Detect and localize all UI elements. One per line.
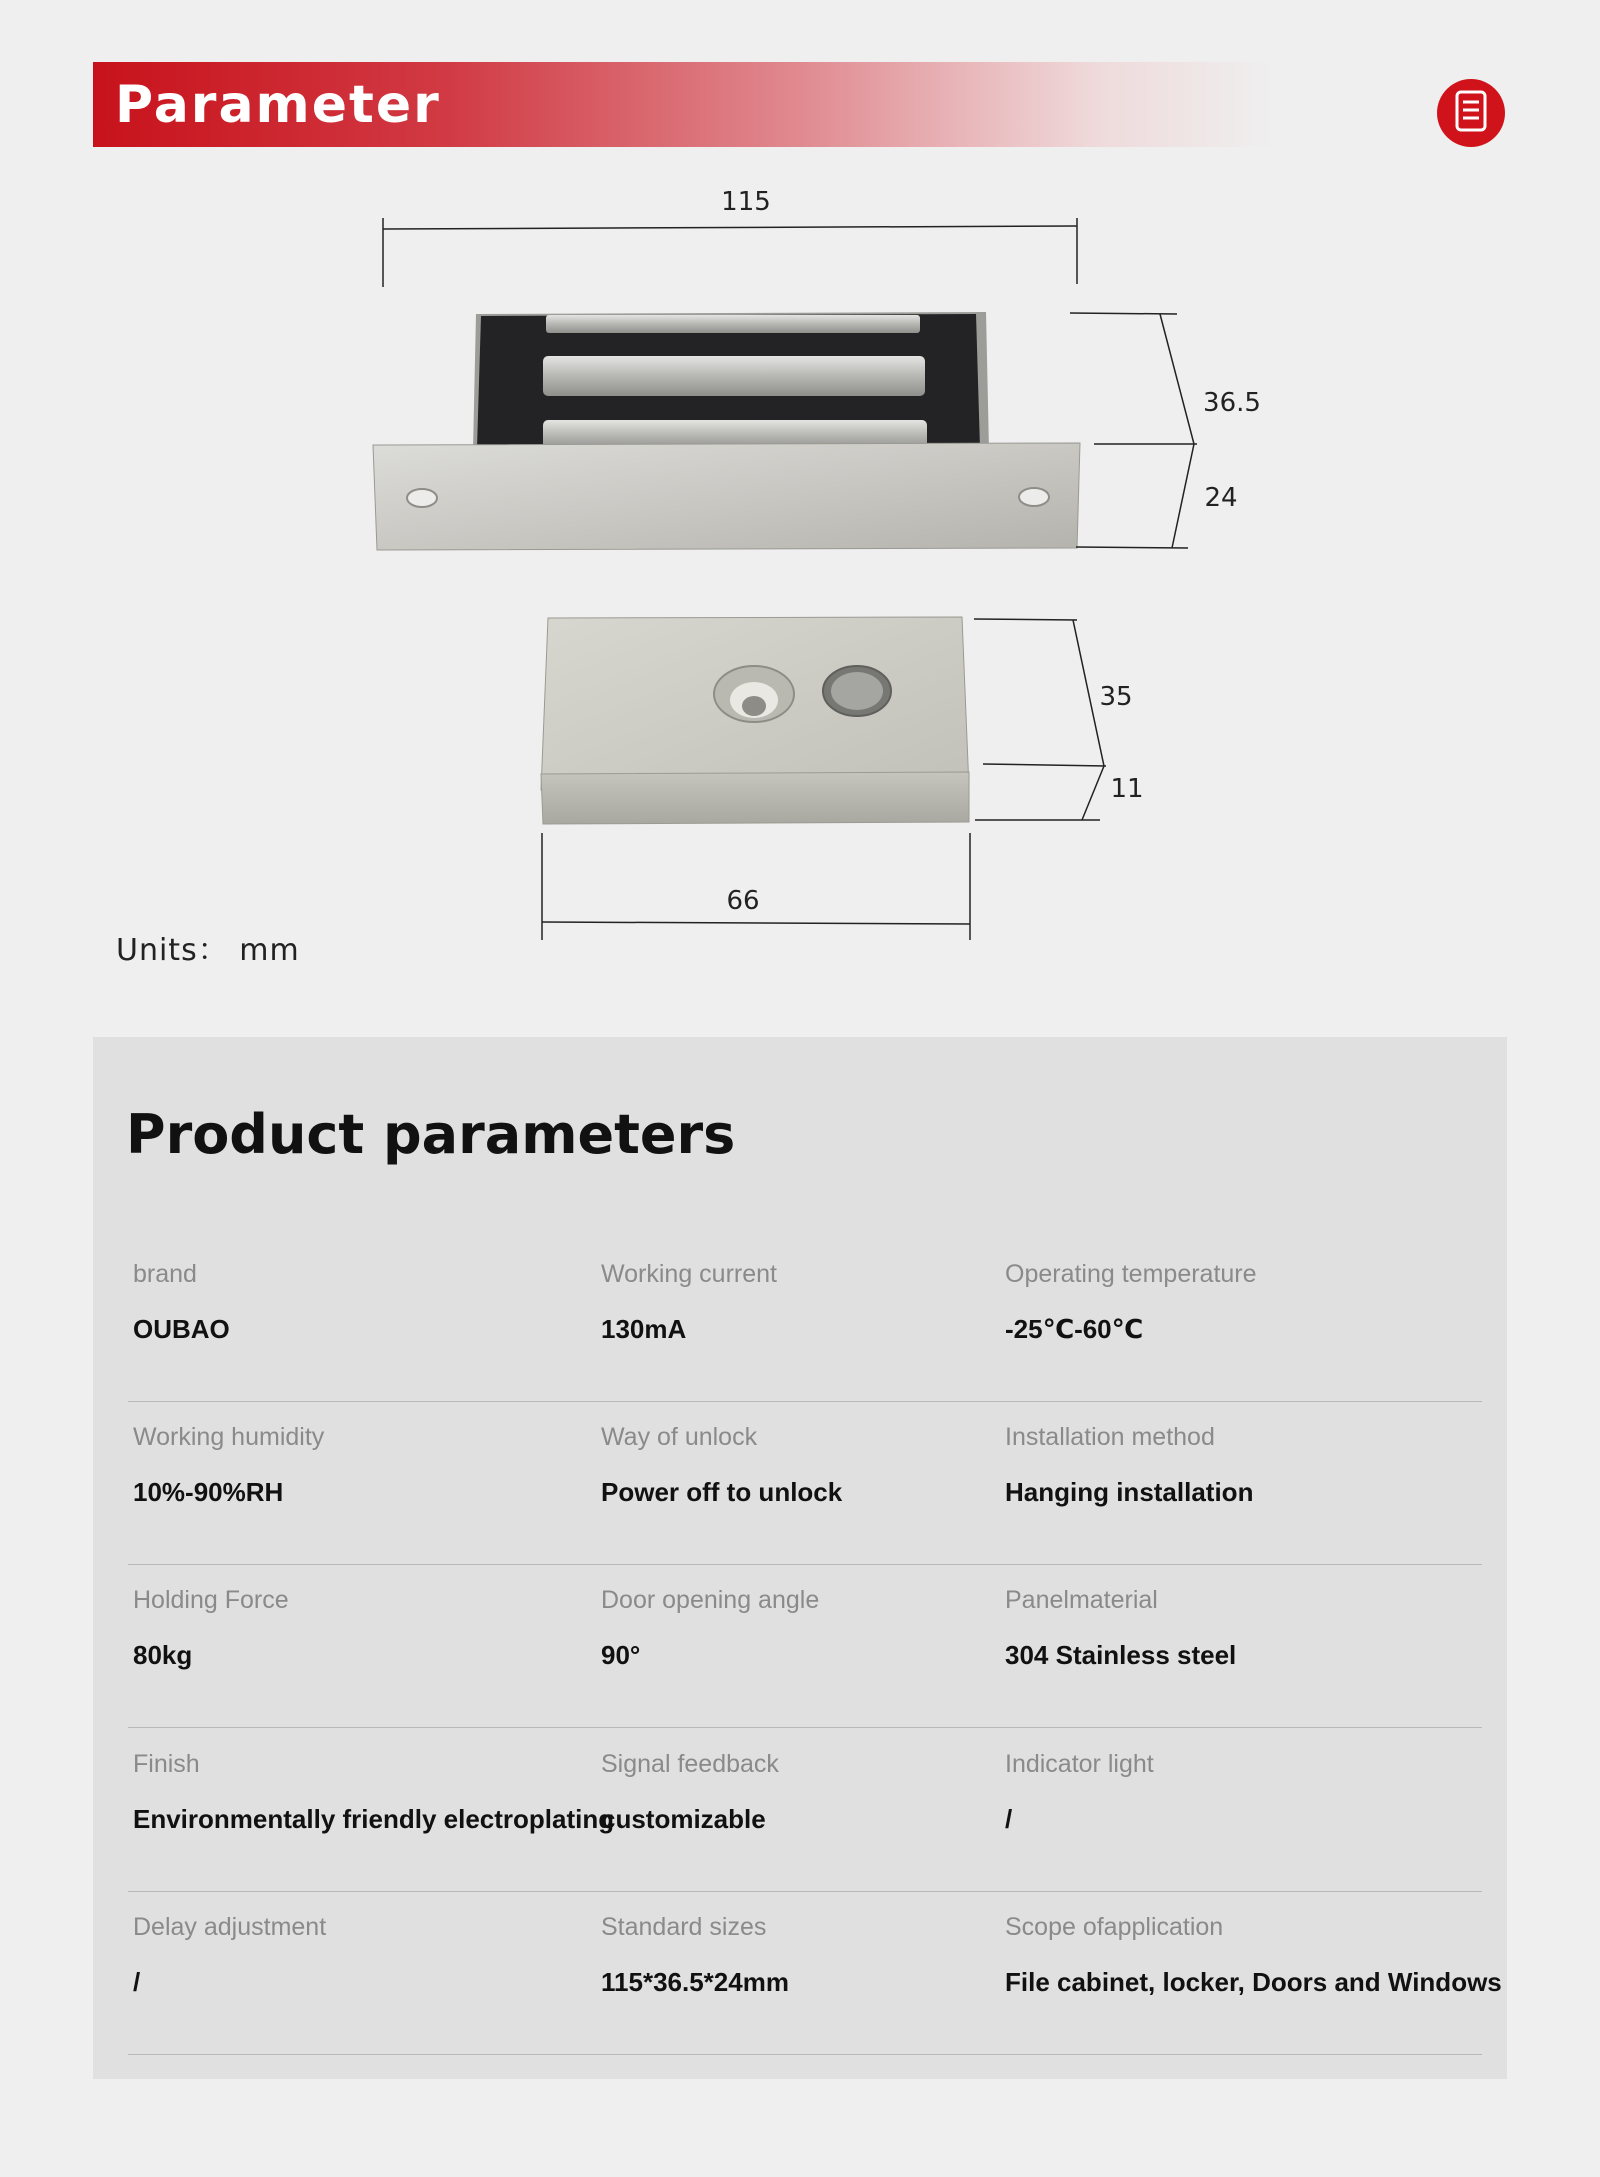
dim-label-115: 115 xyxy=(721,187,771,217)
parameter-value: Hanging installation xyxy=(1005,1477,1254,1507)
parameter-value: / xyxy=(1005,1804,1013,1834)
dim-label-66: 66 xyxy=(726,886,760,916)
parameter-label: Working humidity xyxy=(133,1423,325,1451)
parameter-label: Indicator light xyxy=(1005,1750,1154,1778)
dim-label-35: 35 xyxy=(1099,682,1133,712)
parameter-value: Environmentally friendly electroplating xyxy=(133,1804,615,1834)
parameter-value: 90° xyxy=(601,1640,641,1670)
armature-plate xyxy=(541,617,969,824)
parameter-row xyxy=(128,1401,1482,1565)
parameter-label: Way of unlock xyxy=(601,1423,758,1451)
parameter-row xyxy=(128,1728,1482,1892)
product-parameters-card xyxy=(93,1037,1507,2079)
dim-label-24: 24 xyxy=(1204,483,1238,513)
plate-thickness-dimension xyxy=(974,619,1106,820)
parameter-value: 130mA xyxy=(601,1314,687,1344)
parameter-value: 80kg xyxy=(133,1640,193,1670)
parameter-value: Power off to unlock xyxy=(601,1477,843,1507)
parameter-value: 10%-90%RH xyxy=(133,1477,284,1507)
parameter-label: Operating temperature xyxy=(1005,1260,1257,1288)
magnetic-lock-body xyxy=(373,312,1080,550)
parameter-value: / xyxy=(133,1967,141,1997)
dimension-diagram xyxy=(0,0,1600,1000)
parameter-value: File cabinet, locker, Doors and Windows xyxy=(1005,1967,1502,1997)
parameter-value: -25℃-60℃ xyxy=(1005,1314,1144,1344)
parameter-row xyxy=(128,1891,1502,2055)
dim-label-36-5: 36.5 xyxy=(1203,388,1261,418)
parameter-label: Finish xyxy=(133,1750,200,1778)
parameter-value: customizable xyxy=(601,1804,766,1834)
units-note: Units： mm xyxy=(116,933,300,968)
product-parameters-title: Product parameters xyxy=(126,1103,736,1166)
parameter-label: Signal feedback xyxy=(601,1750,779,1778)
parameter-label: Holding Force xyxy=(133,1586,289,1614)
parameter-label: Standard sizes xyxy=(601,1913,767,1941)
parameter-row xyxy=(128,1564,1482,1728)
dim-label-11: 11 xyxy=(1110,774,1144,804)
parameter-label: Installation method xyxy=(1005,1423,1215,1451)
parameter-label: Working current xyxy=(601,1260,777,1288)
parameter-label: Door opening angle xyxy=(601,1586,820,1614)
parameter-label: Scope ofapplication xyxy=(1005,1913,1224,1941)
magnet-length-dimension xyxy=(383,218,1077,287)
section-title: Parameter xyxy=(115,75,441,135)
parameter-value: OUBAO xyxy=(133,1314,230,1344)
parameter-value: 115*36.5*24mm xyxy=(601,1967,789,1997)
parameter-label: Delay adjustment xyxy=(133,1913,327,1941)
parameter-value: 304 Stainless steel xyxy=(1005,1640,1237,1670)
parameter-label: Panelmaterial xyxy=(1005,1586,1158,1614)
parameter-row xyxy=(128,1238,1482,1402)
parameter-label: brand xyxy=(133,1260,197,1288)
magnet-height-dimension xyxy=(1070,313,1197,548)
